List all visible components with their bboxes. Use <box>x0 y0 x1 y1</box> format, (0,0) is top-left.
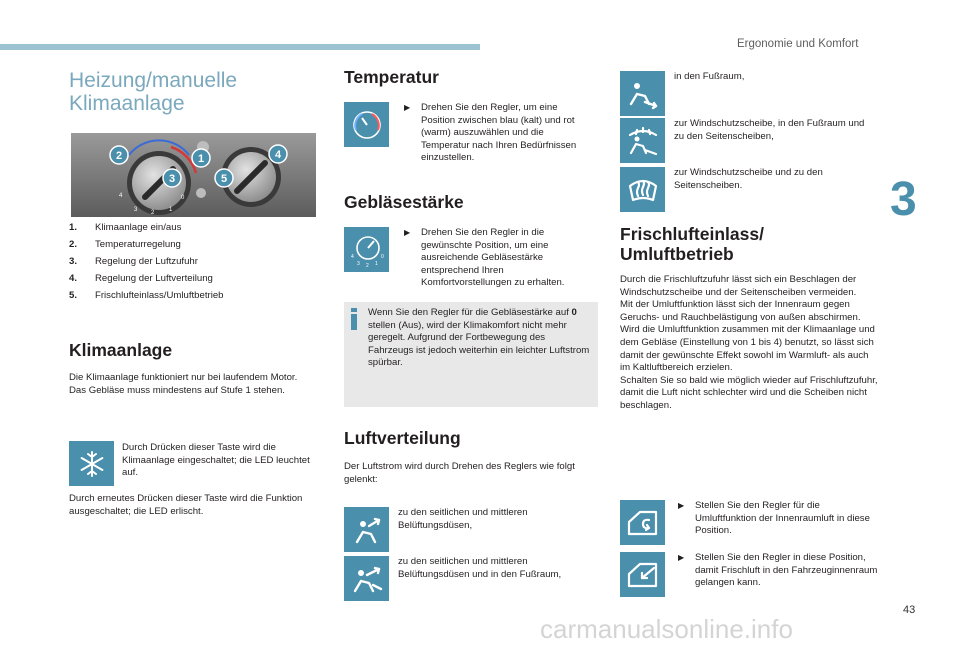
airflow-face-icon <box>344 507 389 552</box>
svg-text:1: 1 <box>197 153 205 165</box>
temperatur-instruction: ▶ Drehen Sie den Regler, um eine Position zwischen blau (kalt) und rot (warm) auszuwählen und die Temperatur nach Ihren Bedürfnissen einzustellen. <box>404 102 577 164</box>
info-text: Wenn Sie den Regler für die Gebläsestärke auf 0 stellen (Aus), wird der Klimakomfort nicht mehr geregelt. Aufgrund der Fortbewegung des Fahrzeugs ist jedoch weiterhin ein leichter Luftstrom spürbar. <box>368 307 590 369</box>
frischluft-description: Durch die Frischluftzufuhr lässt sich ein Beschlagen der Windschutzscheibe und der Seitenscheiben vermeiden. Mit der Umluftfunktion lässt sich der Innenraum gegen Geruchs- und Rauchbelästigung von außen abschirmen. Wird die Umluftfunktion zusammen mit der Klimaanlage und dem Gebläse (Einstellung von 1 bis 4) benutzt, so lässt sich damit der gewünschte Effekt sowohl im Warmluft- als auch im Kaltluftbereich erzielen. Schalten Sie so bald wie möglich wieder auf Frischluftzufuhr, damit die Luft nicht schlechter wird und die Scheiben nicht beschlagen. <box>620 274 878 411</box>
fresh-air-icon <box>620 552 665 597</box>
airflow-option-text: zu den seitlichen und mittleren Belüftungsdüsen und in den Fußraum, <box>398 556 562 580</box>
heating-control-panel-image <box>71 133 316 217</box>
dial-tick-label: 3 <box>356 260 360 267</box>
klimaanlage-off-text: Durch erneutes Drücken dieser Taste wird die Funktion ausgeschaltet; die LED erlischt. <box>69 493 303 517</box>
svg-text:2: 2 <box>115 150 123 162</box>
frischluft-recirc-instruction: ▶ Stellen Sie den Regler für die Umluftfunktion der Innenraumluft in diese Position. <box>678 500 870 537</box>
bullet-arrow-icon: ▶ <box>404 228 411 237</box>
fan-dial-icon <box>344 227 389 272</box>
bullet-arrow-icon: ▶ <box>678 553 685 562</box>
watermark: carmanualsonline.info <box>540 614 793 644</box>
svg-text:3: 3 <box>168 173 176 185</box>
dial-tick-label: 1 <box>374 260 378 267</box>
dial-tick-label: 4 <box>350 253 354 260</box>
section-heading-frischluft: Frischlufteinlass/ Umluftbetrieb <box>620 224 764 264</box>
dial-tick-label: 3 <box>134 207 138 213</box>
chapter-number: 3 <box>890 173 917 226</box>
bullet-arrow-icon: ▶ <box>404 103 411 112</box>
klimaanlage-intro: Die Klimaanlage funktioniert nur bei laufendem Motor. Das Gebläse muss mindestens auf Stufe 1 stehen. <box>69 372 298 396</box>
legend-item: 1. Klimaanlage ein/aus <box>69 222 182 233</box>
callout-2 <box>110 146 128 164</box>
airflow-option-text: zur Windschutzscheibe, in den Fußraum und zu den Seitenscheiben, <box>674 118 865 142</box>
callout-4 <box>269 145 287 163</box>
geblaese-instruction: ▶ Drehen Sie den Regler in die gewünschte Position, um eine ausreichende Gebläsestärke entsprechend Ihren Komfortvorstellungen zu erhalten. <box>404 227 565 289</box>
dial-tick-label: 0 <box>380 253 384 260</box>
dial-tick-label: 0 <box>181 195 185 201</box>
windscreen-defrost-icon <box>620 167 665 212</box>
legend-item: 3. Regelung der Luftzufuhr <box>69 256 198 267</box>
control-legend <box>69 221 319 306</box>
snowflake-icon <box>69 441 114 486</box>
callout-5 <box>215 169 233 187</box>
airflow-windscreen-feet-icon <box>620 118 665 163</box>
legend-item: 2. Temperaturregelung <box>69 239 181 250</box>
section-heading-geblaese: Gebläsestärke <box>344 192 464 212</box>
dial-tick-label: 1 <box>169 207 173 213</box>
airflow-option-text: in den Fußraum, <box>674 71 745 82</box>
luftverteilung-intro: Der Luftstrom wird durch Drehen des Reglers wie folgt gelenkt: <box>344 461 575 485</box>
airflow-option-text: zu den seitlichen und mittleren Belüftungsdüsen, <box>398 507 528 531</box>
page-number: 43 <box>903 604 916 616</box>
svg-text:4: 4 <box>274 149 282 161</box>
callout-3 <box>163 169 181 187</box>
temperature-dial-icon <box>344 102 389 147</box>
airflow-option-text: zur Windschutzscheibe und zu den Seitenscheiben. <box>674 167 823 191</box>
airflow-feet-icon <box>620 71 665 116</box>
header-accent-bar <box>0 44 480 50</box>
svg-text:5: 5 <box>220 173 228 185</box>
info-icon <box>350 308 358 330</box>
callout-1 <box>192 149 210 167</box>
dial-tick-label: 2 <box>151 210 155 216</box>
section-heading-klimaanlage: Klimaanlage <box>69 340 173 360</box>
section-heading-luftverteilung: Luftverteilung <box>344 428 461 448</box>
frischluft-fresh-instruction: ▶ Stellen Sie den Regler in diese Position, damit Frischluft in den Fahrzeuginnenraum gelangen kann. <box>678 552 878 589</box>
air-recirculation-icon <box>620 500 665 545</box>
section-heading-temperatur: Temperatur <box>344 67 439 87</box>
section-header: Ergonomie und Komfort <box>737 38 859 50</box>
dial-tick-label: 2 <box>365 262 369 269</box>
legend-item: 5. Frischlufteinlass/Umluftbetrieb <box>69 290 224 301</box>
klimaanlage-on-text: Durch Drücken dieser Taste wird die Klimaanlage eingeschaltet; die LED leuchtet auf. <box>122 442 310 479</box>
bullet-arrow-icon: ▶ <box>678 501 685 510</box>
dial-tick-label: 4 <box>119 193 123 199</box>
page-title: Heizung/manuelle Klimaanlage <box>69 69 238 115</box>
airflow-face-feet-icon <box>344 556 389 601</box>
legend-item: 4. Regelung der Luftverteilung <box>69 273 213 284</box>
